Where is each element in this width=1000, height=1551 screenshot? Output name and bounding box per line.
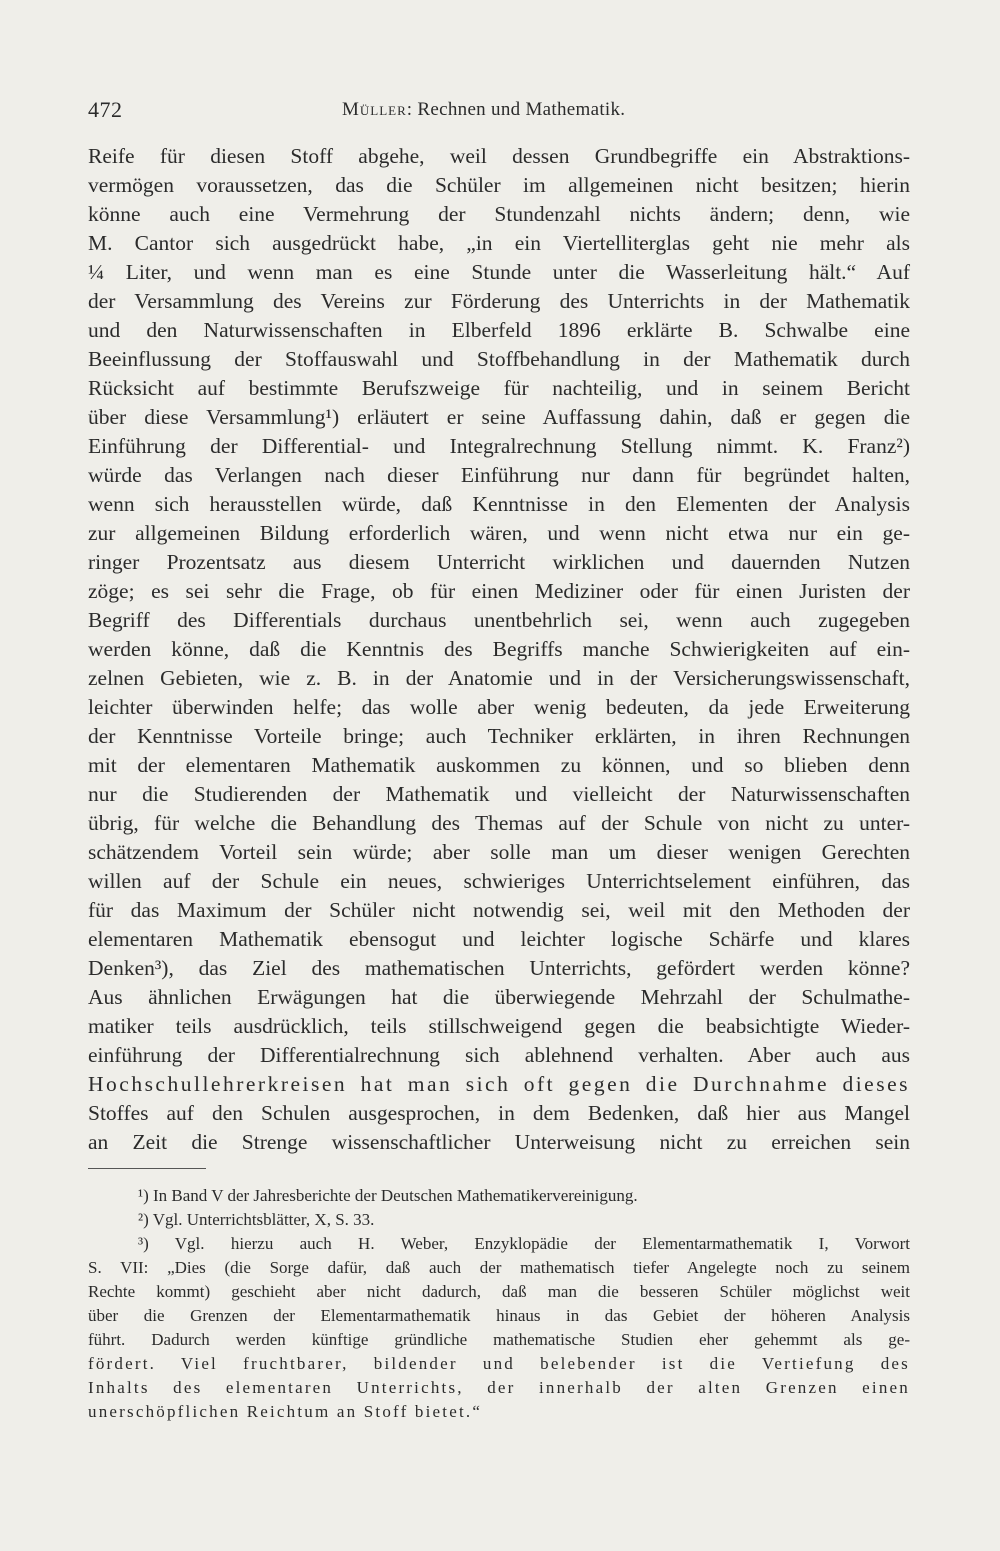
text-line: nur die Studierenden der Mathematik und vielleicht der Naturwissenschaften bbox=[88, 782, 910, 806]
footnote-divider bbox=[88, 1168, 206, 1169]
footnote-3-continued: S. VII: „Dies (die Sorge dafür, daß auch der mathematisch tiefer Angelegte noch zu seinem bbox=[88, 1258, 910, 1277]
text-line: matiker teils ausdrücklich, teils stillschweigend gegen die beabsichtigte Wieder- bbox=[88, 1014, 910, 1038]
text-line: an Zeit die Strenge wissenschaftlicher Unterweisung nicht zu erreichen sein bbox=[88, 1130, 910, 1154]
running-title-text: : Rechnen und Mathematik. bbox=[406, 99, 626, 120]
footnote-3-continued: unerschöpflichen Reichtum an Stoff bietet.“ bbox=[88, 1402, 483, 1421]
text-line: der Versammlung des Vereins zur Förderung des Unterrichts in der Mathematik bbox=[88, 289, 910, 313]
text-line: vermögen voraussetzen, das die Schüler im allgemeinen nicht besitzen; hierin bbox=[88, 173, 910, 197]
text-line: Begriff des Differentials durchaus unentbehrlich sei, wenn auch zugegeben bbox=[88, 608, 910, 632]
text-line: Reife für diesen Stoff abgehe, weil dessen Grundbegriffe ein Abstraktions- bbox=[88, 144, 910, 168]
text-line: Rücksicht auf bestimmte Berufszweige für nachteilig, und in seinem Bericht bbox=[88, 376, 910, 400]
text-line: der Kenntnisse Vorteile bringe; auch Techniker erklärten, in ihren Rechnungen bbox=[88, 724, 910, 748]
text-line: ringer Prozentsatz aus diesem Unterricht wirklichen und dauernden Nutzen bbox=[88, 550, 910, 574]
text-line: könne auch eine Vermehrung der Stundenzahl nichts ändern; denn, wie bbox=[88, 202, 910, 226]
text-line: Denken³), das Ziel des mathematischen Unterrichts, gefördert werden könne? bbox=[88, 956, 910, 980]
text-line: zelnen Gebieten, wie z. B. in der Anatomie und in der Versicherungswissenschaft, bbox=[88, 666, 910, 690]
footnote-3-continued: Rechte kommt) geschieht aber nicht dadurch, daß man die besseren Schüler möglichst weit bbox=[88, 1282, 910, 1301]
footnotes bbox=[88, 1184, 910, 1424]
running-title bbox=[342, 99, 625, 121]
running-title-author: Müller bbox=[342, 99, 407, 120]
text-line: und den Naturwissenschaften in Elberfeld 1896 erklärte B. Schwalbe eine bbox=[88, 318, 910, 342]
body-text bbox=[88, 142, 910, 1157]
footnote-2: ²) Vgl. Unterrichtsblätter, X, S. 33. bbox=[138, 1210, 375, 1229]
footnote-3-continued: führt. Dadurch werden künftige gründliche mathematische Studien eher gehemmt als ge- bbox=[88, 1330, 910, 1349]
text-line: mit der elementaren Mathematik auskommen zu können, und so blieben denn bbox=[88, 753, 910, 777]
text-line: ¼ Liter, und wenn man es eine Stunde unter die Wasserleitung hält.“ Auf bbox=[88, 260, 910, 284]
page-number: 472 bbox=[88, 97, 123, 122]
text-line: über diese Versammlung¹) erläutert er seine Auffassung dahin, daß er gegen die bbox=[88, 405, 910, 429]
text-line: Beeinflussung der Stoffauswahl und Stoffbehandlung in der Mathematik durch bbox=[88, 347, 910, 371]
footnote-3-continued: fördert. Viel fruchtbarer, bildender und belebender ist die Vertiefung des bbox=[88, 1354, 910, 1373]
text-line: zur allgemeinen Bildung erforderlich wären, und wenn nicht etwa nur ein ge- bbox=[88, 521, 910, 545]
text-line: Hochschullehrerkreisen hat man sich oft gegen die Durchnahme dieses bbox=[88, 1072, 910, 1096]
footnote-3-continued: über die Grenzen der Elementarmathematik hinaus in das Gebiet der höheren Analysis bbox=[88, 1306, 910, 1325]
text-line: elementaren Mathematik ebensogut und leichter logische Schärfe und klares bbox=[88, 927, 910, 951]
footnote-3-continued: Inhalts des elementaren Unterrichts, der innerhalb der alten Grenzen einen bbox=[88, 1378, 910, 1397]
text-line: werden könne, daß die Kenntnis des Begriffs manche Schwierigkeiten auf ein- bbox=[88, 637, 910, 661]
text-line: schätzendem Vorteil sein würde; aber solle man um dieser wenigen Gerechten bbox=[88, 840, 910, 864]
footnote-3: ³) Vgl. hierzu auch H. Weber, Enzyklopädie der Elementarmathematik I, Vorwort bbox=[138, 1234, 910, 1253]
text-line: M. Cantor sich ausgedrückt habe, „in ein Viertelliterglas geht nie mehr als bbox=[88, 231, 910, 255]
footnote-1: ¹) In Band V der Jahresberichte der Deutschen Mathematikervereinigung. bbox=[138, 1186, 638, 1205]
text-line: Einführung der Differential- und Integralrechnung Stellung nimmt. K. Franz²) bbox=[88, 434, 910, 458]
text-line: zöge; es sei sehr die Frage, ob für einen Mediziner oder für einen Juristen der bbox=[88, 579, 910, 603]
text-line: einführung der Differentialrechnung sich ablehnend verhalten. Aber auch aus bbox=[88, 1043, 910, 1067]
text-line: wenn sich herausstellen würde, daß Kenntnisse in den Elementen der Analysis bbox=[88, 492, 910, 516]
text-line: willen auf der Schule ein neues, schwieriges Unterrichtselement einführen, das bbox=[88, 869, 910, 893]
text-line: leichter überwinden helfe; das wolle aber wenig bedeuten, da jede Erweiterung bbox=[88, 695, 910, 719]
text-line: Stoffes auf den Schulen ausgesprochen, in dem Bedenken, daß hier aus Mangel bbox=[88, 1101, 910, 1125]
text-line: übrig, für welche die Behandlung des Themas auf der Schule von nicht zu unter- bbox=[88, 811, 910, 835]
text-line: für das Maximum der Schüler nicht notwendig sei, weil mit den Methoden der bbox=[88, 898, 910, 922]
text-line: Aus ähnlichen Erwägungen hat die überwiegende Mehrzahl der Schulmathe- bbox=[88, 985, 910, 1009]
running-header bbox=[88, 97, 910, 127]
text-line: würde das Verlangen nach dieser Einführung nur dann für begründet halten, bbox=[88, 463, 910, 487]
